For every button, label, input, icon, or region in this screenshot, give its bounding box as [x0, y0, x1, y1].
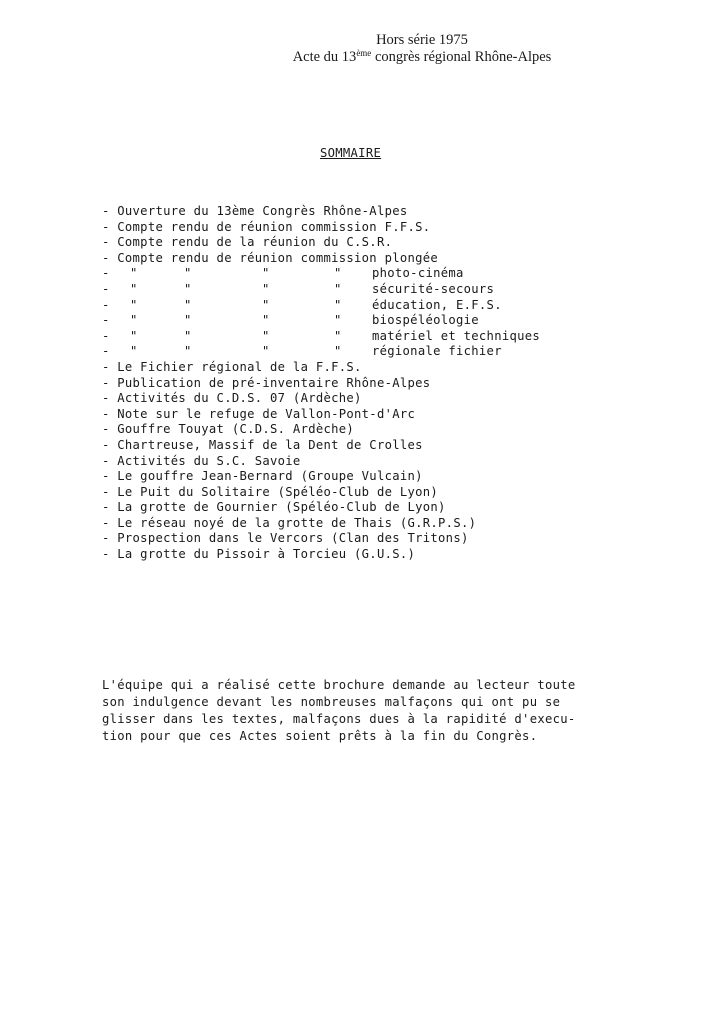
toc-item: - Publication de pré-inventaire Rhône-Alpes	[102, 375, 431, 390]
toc-item: - Compte rendu de réunion commission F.F.S.	[102, 219, 431, 234]
ditto-mark: "	[184, 266, 192, 281]
note-line: son indulgence devant les nombreuses malfaçons qui ont pu se	[102, 695, 561, 709]
ditto-mark: "	[130, 281, 138, 296]
toc-item: - Gouffre Touyat (C.D.S. Ardèche)	[102, 422, 355, 437]
ditto-dash: -	[102, 344, 110, 359]
ditto-mark: "	[334, 313, 342, 328]
ditto-mark: "	[184, 328, 192, 343]
toc-ditto-item	[102, 313, 662, 329]
page-title: SOMMAIRE	[320, 146, 382, 160]
ditto-dash: -	[102, 266, 110, 281]
toc-item: - Note sur le refuge de Vallon-Pont-d'Arc	[102, 406, 416, 421]
ditto-mark: "	[130, 328, 138, 343]
ditto-mark: "	[334, 266, 342, 281]
toc-ditto-item	[102, 329, 662, 345]
toc-item: - Le Puit du Solitaire (Spéléo-Club de Lyon)	[102, 484, 439, 499]
toc-item: - Le Fichier régional de la F.F.S.	[102, 359, 362, 374]
toc-item: - Compte rendu de la réunion du C.S.R.	[102, 235, 393, 250]
ditto-dash: -	[102, 313, 110, 328]
toc-ditto-item	[102, 266, 662, 282]
toc-item: - Activités du C.D.S. 07 (Ardèche)	[102, 391, 362, 406]
header-congress-sup: ème	[356, 48, 372, 58]
ditto-mark: "	[334, 297, 342, 312]
note-line: tion pour que ces Actes soient prêts à la fin du Congrès.	[102, 729, 538, 743]
ditto-mark: "	[334, 328, 342, 343]
table-of-contents	[102, 204, 662, 563]
header-series: Hors série 1975	[376, 32, 468, 48]
toc-item: - Activités du S.C. Savoie	[102, 453, 301, 468]
toc-item: - Le réseau noyé de la grotte de Thais (G.R.P.S.)	[102, 515, 477, 530]
ditto-mark: "	[262, 328, 270, 343]
ditto-mark: "	[262, 266, 270, 281]
note-line: glisser dans les textes, malfaçons dues à la rapidité d'execu-	[102, 712, 576, 726]
header-congress	[0, 49, 724, 66]
ditto-mark: "	[130, 344, 138, 359]
ditto-mark: "	[334, 344, 342, 359]
ditto-topic: matériel et techniques	[372, 328, 541, 343]
toc-ditto-item	[102, 298, 662, 314]
page-header	[0, 32, 724, 66]
toc-item: - La grotte de Gournier (Spéléo-Club de Lyon)	[102, 500, 446, 515]
ditto-mark: "	[262, 297, 270, 312]
ditto-mark: "	[184, 313, 192, 328]
ditto-topic: biospéléologie	[372, 313, 479, 328]
toc-item: - Compte rendu de réunion commission plongée	[102, 250, 439, 265]
toc-ditto-item	[102, 344, 662, 360]
ditto-mark: "	[130, 313, 138, 328]
ditto-mark: "	[262, 344, 270, 359]
ditto-mark: "	[130, 297, 138, 312]
toc-item: - Chartreuse, Massif de la Dent de Crolles	[102, 437, 423, 452]
note-line: L'équipe qui a réalisé cette brochure demande au lecteur toute	[102, 678, 576, 692]
ditto-topic: photo-cinéma	[372, 266, 464, 281]
ditto-dash: -	[102, 297, 110, 312]
ditto-mark: "	[184, 281, 192, 296]
header-congress-suffix: congrès régional Rhône-Alpes	[371, 49, 552, 65]
ditto-mark: "	[262, 313, 270, 328]
toc-item: - Ouverture du 13ème Congrès Rhône-Alpes	[102, 204, 408, 218]
toc-ditto-item	[102, 282, 662, 298]
ditto-topic: sécurité-secours	[372, 281, 495, 296]
ditto-mark: "	[130, 266, 138, 281]
ditto-mark: "	[334, 281, 342, 296]
editorial-note	[102, 677, 576, 745]
ditto-topic: éducation, E.F.S.	[372, 297, 502, 312]
ditto-mark: "	[262, 281, 270, 296]
ditto-topic: régionale fichier	[372, 344, 502, 359]
toc-item: - La grotte du Pissoir à Torcieu (G.U.S.)	[102, 547, 416, 562]
toc-item: - Le gouffre Jean-Bernard (Groupe Vulcain)	[102, 469, 423, 484]
ditto-mark: "	[184, 344, 192, 359]
header-congress-prefix: Acte du 13	[292, 49, 357, 65]
ditto-mark: "	[184, 297, 192, 312]
ditto-dash: -	[102, 328, 110, 343]
toc-item: - Prospection dans le Vercors (Clan des Tritons)	[102, 531, 469, 546]
ditto-dash: -	[102, 281, 110, 296]
